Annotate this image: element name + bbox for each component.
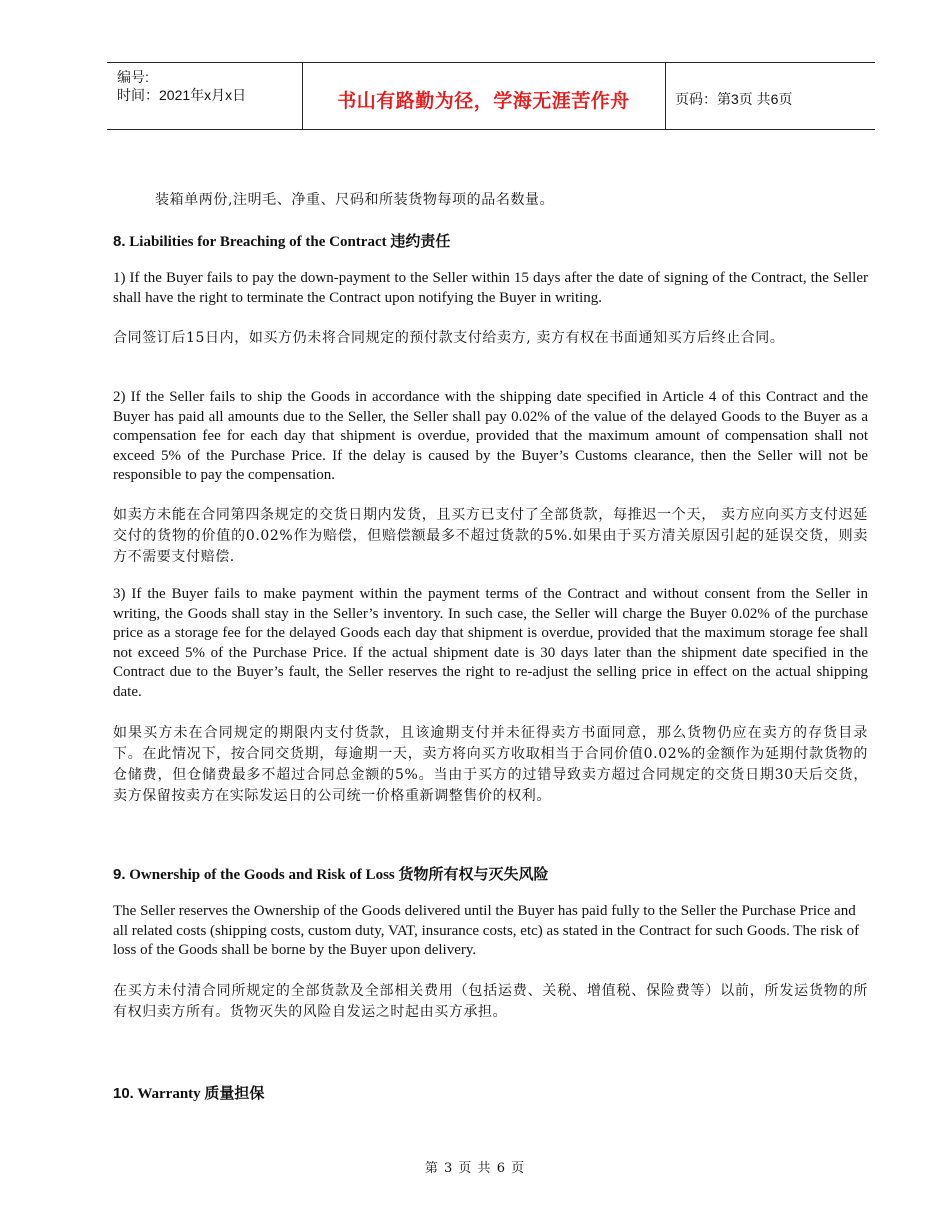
code-label: 编号: xyxy=(117,69,149,85)
section-8-p1-en: 1) If the Buyer fails to pay the down-payment to the Seller within 15 days after the date of signing of the Contract, the Seller shall have the right to terminate the Contract upon notifying the Buyer in writing. xyxy=(113,270,868,306)
section-8-title: Liabilities for Breaching of the Contract 违约责任 xyxy=(129,234,451,250)
section-9-p-en-block xyxy=(113,902,868,961)
section-9-p-zh-block xyxy=(113,981,868,1023)
section-8-number: 8. xyxy=(113,233,126,250)
header-motto: 书山有路勤为径，学海无涯苦作舟 xyxy=(337,90,630,112)
header-center-cell xyxy=(302,63,666,129)
time-label: 时间：2021年x月x日 xyxy=(117,87,247,103)
section-8-p2-en: 2) If the Seller fails to ship the Goods in accordance with the shipping date specified in Article 4 of this Contract and the Buyer has paid all amounts due to the Seller, the Seller shall pay 0.02% of the value of the delayed Goods to the Buyer as a compensation fee for each day that shipment is overdue, provided that the maximum amount of compensation shall not exceed 5% of the Purchase Price. If the delay is caused by the Buyer’s Customs clearance, then the Seller will not be responsible to pay the compensation. xyxy=(113,389,868,484)
section-9-p-zh: 在买方未付清合同所规定的全部货款及全部相关费用（包括运费、关税、增值税、保险费等）以前，所发运货物的所有权归卖方所有。货物灭失的风险自发运之时起由买方承担。 xyxy=(113,983,868,1020)
intro-paragraph-block xyxy=(113,190,868,211)
section-8-p3-zh-block xyxy=(113,723,868,807)
section-8-p1-en-block xyxy=(113,269,868,308)
header-right-cell xyxy=(666,63,875,129)
page-footer: 第 3 页 共 6 页 xyxy=(424,1161,526,1176)
header-left-cell xyxy=(107,63,303,129)
section-9-number: 9. xyxy=(113,866,126,883)
section-8-p2-zh-block xyxy=(113,505,868,568)
section-10-number: 10. xyxy=(113,1085,134,1102)
section-10-title: Warranty 质量担保 xyxy=(137,1086,265,1102)
header-page-info: 页码：第3页 共6页 xyxy=(675,91,793,107)
section-8-p3-en-block xyxy=(113,585,868,703)
section-10-heading xyxy=(113,1082,868,1103)
section-9-title: Ownership of the Goods and Risk of Loss 货物所有权与灭失风险 xyxy=(129,867,549,883)
section-9-heading xyxy=(113,863,868,884)
section-8-p1-zh-block xyxy=(113,328,868,349)
intro-zh: 装箱单两份,注明毛、净重、尺码和所装货物每项的品名数量。 xyxy=(155,192,555,208)
section-8-heading xyxy=(113,230,868,251)
section-8-p2-en-block xyxy=(113,388,868,486)
document-header xyxy=(107,62,875,130)
section-8-p2-zh: 如卖方未能在合同第四条规定的交货日期内发货，且买方已支付了全部货款，每推迟一个天， 卖方应向买方支付迟延交付的货物的价值的0.02%作为赔偿，但赔偿额最多不超过货款的5%.如果由于买方清关原因引起的延误交货，则卖方不需要支付赔偿. xyxy=(113,507,868,565)
section-9-p-en: The Seller reserves the Ownership of the Goods delivered until the Buyer has paid fully to the Seller the Purchase Price and all related costs (shipping costs, custom duty, VAT, insurance costs, etc) as stated in the Contract for such Goods. The risk of loss of the Goods shall be borne by the Buyer upon delivery. xyxy=(113,903,860,959)
section-8-p3-en: 3) If the Buyer fails to make payment within the payment terms of the Contract and without consent from the Seller in writing, the Goods shall stay in the Seller’s inventory. In such case, the Seller will charge the Buyer 0.02% of the purchase price as a storage fee for the delayed Goods each day that shipment is overdue, provided that the maximum storage fee shall not exceed 5% of the Purchase Price. If the actual shipment date is 30 days later than the shipment date specified in the Contract due to the Buyer’s fault, the Seller reserves the right to re-adjust the selling price in effect on the actual shipping date. xyxy=(113,586,868,700)
section-8-p3-zh: 如果买方未在合同规定的期限内支付货款，且该逾期支付并未征得卖方书面同意，那么货物仍应在卖方的存货目录下。在此情况下，按合同交货期，每逾期一天，卖方将向买方收取相当于合同价值0.02%的金额作为延期付款货物的仓储费，但仓储费最多不超过合同总金额的5%。当由于买方的过错导致卖方超过合同规定的交货日期30天后交货，卖方保留按卖方在实际发运日的公司统一价格重新调整售价的权利。 xyxy=(113,725,868,804)
section-8-p1-zh: 合同签订后15日内，如买方仍未将合同规定的预付款支付给卖方, 卖方有权在书面通知买方后终止合同。 xyxy=(113,330,785,346)
